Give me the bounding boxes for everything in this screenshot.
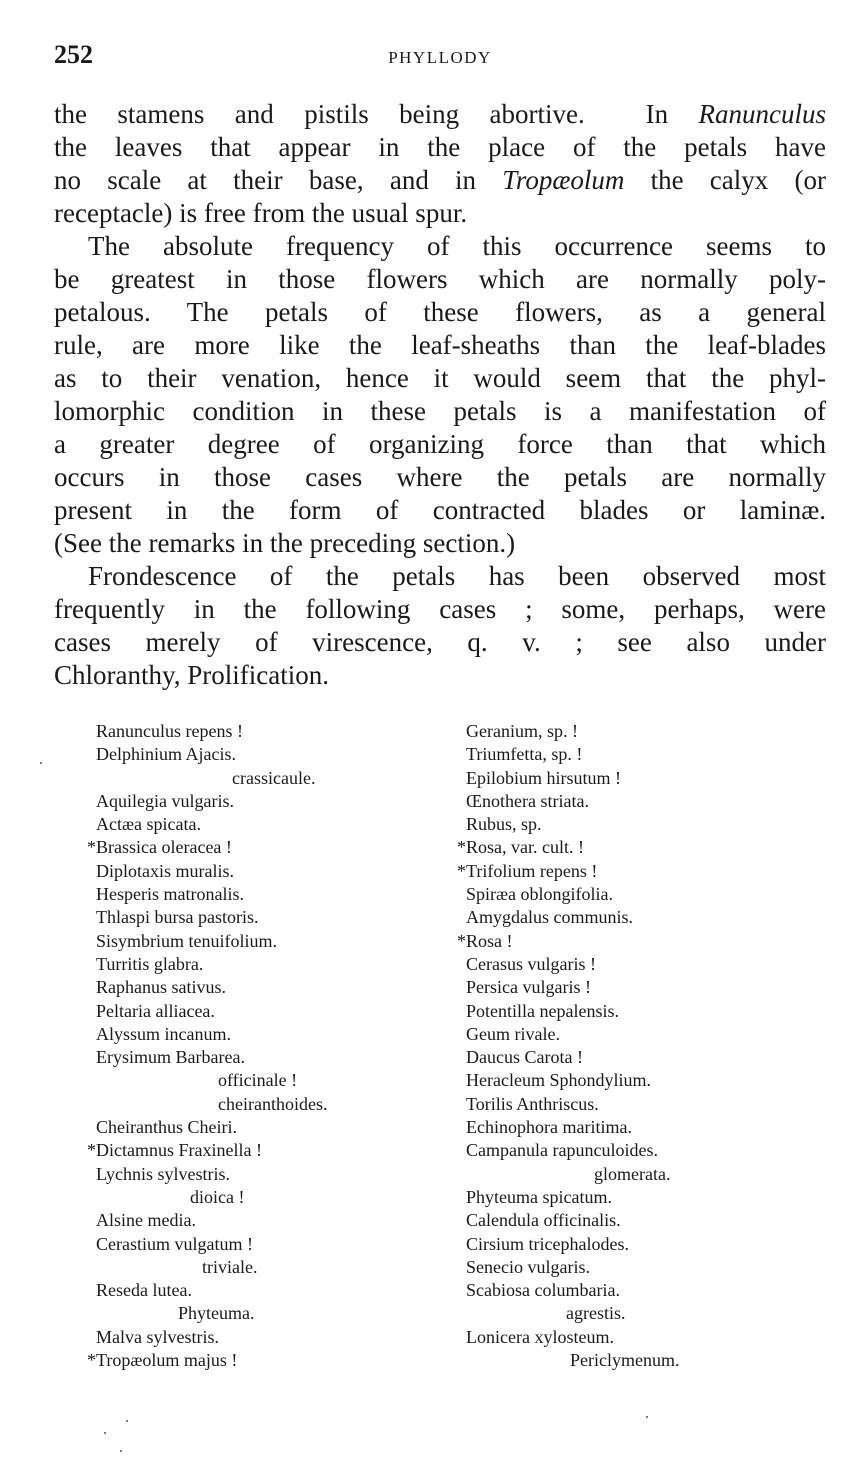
species-entry [452, 1139, 679, 1162]
body-line: occurs in those cases where the petals are normally [54, 462, 826, 492]
species-entry [82, 1233, 327, 1256]
species-entry [82, 1163, 327, 1186]
species-name: Hesperis matronalis. [96, 884, 244, 905]
species-entry [82, 906, 327, 929]
page-header [54, 40, 826, 74]
body-line: be greatest in those flowers which are normally poly- [54, 264, 826, 294]
species-name: Daucus Carota ! [466, 1047, 583, 1068]
species-name: Cerasus vulgaris ! [466, 953, 596, 974]
species-name: Geum rivale. [466, 1023, 560, 1044]
body-line: frequently in the following cases ; some, perhaps, were [54, 594, 826, 624]
species-entry [82, 1209, 327, 1232]
species-entry [452, 813, 679, 836]
species-name: Cheiranthus Cheiri. [96, 1117, 237, 1138]
species-name: Torilis Anthriscus. [466, 1093, 599, 1114]
species-entry [82, 1302, 327, 1325]
species-name: dioica ! [190, 1186, 245, 1207]
species-entry [452, 860, 679, 883]
species-entry [82, 1186, 327, 1209]
species-name: Thlaspi bursa pastoris. [96, 907, 259, 928]
species-name: Scabiosa columbaria. [466, 1280, 620, 1301]
species-entry [82, 1326, 327, 1349]
species-name: Peltaria alliacea. [96, 1000, 215, 1021]
species-entry [452, 1046, 679, 1069]
species-name: Persica vulgaris ! [466, 977, 591, 998]
species-entry [82, 860, 327, 883]
species-name: Rubus, sp. [466, 814, 542, 835]
body-line: a greater degree of organizing force than that which [54, 429, 826, 459]
species-entry [452, 720, 679, 743]
species-entry [452, 1116, 679, 1139]
body-line: receptacle) is free from the usual spur. [54, 198, 468, 228]
species-entry [82, 1023, 327, 1046]
species-entry [82, 1000, 327, 1023]
species-name: Trifolium repens ! [466, 860, 598, 881]
species-entry [452, 1349, 679, 1372]
species-name: Malva sylvestris. [96, 1326, 219, 1347]
paper-speck [120, 1450, 122, 1452]
species-name: Lonicera xylosteum. [466, 1326, 614, 1347]
species-entry [452, 953, 679, 976]
species-name: Geranium, sp. ! [466, 721, 578, 741]
species-name: Reseda lutea. [96, 1280, 192, 1301]
species-name: Amygdalus communis. [466, 907, 633, 928]
species-entry [452, 790, 679, 813]
running-head: PHYLLODY [388, 48, 492, 67]
species-list-left [82, 720, 327, 1372]
asterisk-mark: * [457, 930, 466, 951]
species-name: agrestis. [566, 1303, 626, 1324]
asterisk-mark: * [457, 860, 466, 881]
body-line: Frondescence of the petals has been observed most [88, 561, 826, 591]
species-name: cheiranthoides. [218, 1093, 328, 1114]
species-name: Brassica oleracea ! [96, 837, 232, 858]
paper-speck [104, 1432, 106, 1434]
species-entry [452, 1023, 679, 1046]
body-text [54, 98, 826, 692]
species-name: Delphinium Ajacis. [96, 744, 236, 765]
species-entry [452, 767, 679, 790]
species-name: Spiræa oblongifolia. [466, 884, 613, 905]
asterisk-mark: * [87, 837, 96, 858]
page-number: 252 [54, 40, 93, 69]
asterisk-mark: * [87, 1140, 96, 1161]
species-name: Diplotaxis muralis. [96, 860, 234, 881]
species-name: crassicaule. [232, 767, 316, 788]
paper-speck [646, 1416, 648, 1418]
species-name: Ranunculus repens ! [96, 721, 243, 741]
body-line: Chloranthy, Prolification. [54, 660, 329, 690]
species-entry [82, 767, 327, 790]
body-line: no scale at their base, and in Tropæolum the calyx (or [54, 165, 826, 195]
body-line: (See the remarks in the preceding section.) [54, 528, 516, 558]
species-name: Campanula rapunculoides. [466, 1140, 658, 1161]
species-name: Heracleum Sphondylium. [466, 1070, 651, 1091]
species-entry [82, 813, 327, 836]
species-name: Aquilegia vulgaris. [96, 790, 234, 811]
species-entry [82, 953, 327, 976]
species-name: Calendula officinalis. [466, 1210, 621, 1231]
asterisk-mark: * [87, 1350, 96, 1371]
species-name: Triumfetta, sp. ! [466, 744, 583, 765]
species-entry [82, 976, 327, 999]
species-name: Cerastium vulgatum ! [96, 1233, 253, 1254]
species-entry [82, 1279, 327, 1302]
species-name: Senecio vulgaris. [466, 1256, 590, 1277]
body-line: cases merely of virescence, q. v. ; see also under [54, 627, 826, 657]
species-entry [82, 930, 327, 953]
species-name: Alyssum incanum. [96, 1023, 231, 1044]
species-list-right [452, 720, 679, 1372]
species-entry [452, 1000, 679, 1023]
species-entry [452, 1302, 679, 1325]
species-entry [82, 836, 327, 859]
species-entry [82, 1046, 327, 1069]
species-name: Turritis glabra. [96, 953, 204, 974]
species-entry [452, 1093, 679, 1116]
body-line: the leaves that appear in the place of the petals have [54, 132, 826, 162]
body-line: as to their venation, hence it would seem that the phyl- [54, 363, 826, 393]
species-entry [82, 1093, 327, 1116]
species-entry [452, 976, 679, 999]
species-name: Erysimum Barbarea. [96, 1047, 245, 1068]
species-name: Rosa, var. cult. ! [466, 837, 584, 858]
species-name: Tropæolum majus ! [96, 1350, 238, 1371]
species-entry [82, 1349, 327, 1372]
species-entry [452, 883, 679, 906]
species-entry [82, 1069, 327, 1092]
species-entry [452, 1209, 679, 1232]
species-entry [82, 790, 327, 813]
species-entry [452, 906, 679, 929]
species-name: Periclymenum. [570, 1350, 680, 1371]
species-name: Cirsium tricephalodes. [466, 1233, 629, 1254]
species-entry [452, 1233, 679, 1256]
species-entry [82, 883, 327, 906]
species-entry [452, 1186, 679, 1209]
body-line: the stamens and pistils being abortive. In Ranunculus [54, 99, 826, 129]
species-name: glomerata. [594, 1163, 671, 1184]
body-line: petalous. The petals of these flowers, as a general [54, 297, 826, 327]
body-line: The absolute frequency of this occurrence seems to [88, 231, 826, 261]
body-line: present in the form of contracted blades or laminæ. [54, 495, 826, 525]
paper-speck [126, 1420, 128, 1422]
species-name: Potentilla nepalensis. [466, 1000, 619, 1021]
species-name: triviale. [202, 1256, 258, 1277]
species-entry [82, 1256, 327, 1279]
species-name: Phyteuma. [178, 1303, 255, 1324]
body-line: lomorphic condition in these petals is a manifestation of [54, 396, 826, 426]
species-name: Sisymbrium tenuifolium. [96, 930, 278, 951]
species-entry [452, 930, 679, 953]
species-entry [452, 1279, 679, 1302]
species-name: Raphanus sativus. [96, 977, 226, 998]
species-entry [452, 836, 679, 859]
species-entry [82, 1116, 327, 1139]
species-entry [452, 1069, 679, 1092]
species-entry [452, 743, 679, 766]
species-name: officinale ! [218, 1070, 298, 1091]
species-name: Œnothera striata. [466, 790, 589, 811]
species-entry [452, 1326, 679, 1349]
species-name: Dictamnus Fraxinella ! [96, 1140, 262, 1161]
body-line: rule, are more like the leaf-sheaths than the leaf-blades [54, 330, 826, 360]
species-name: Rosa ! [466, 930, 513, 951]
species-name: Lychnis sylvestris. [96, 1163, 230, 1184]
asterisk-mark: * [457, 837, 466, 858]
species-name: Alsine media. [96, 1210, 196, 1231]
species-entry [82, 743, 327, 766]
species-entry [82, 1139, 327, 1162]
paper-speck [40, 762, 42, 764]
species-name: Phyteuma spicatum. [466, 1186, 612, 1207]
species-name: Actæa spicata. [96, 814, 201, 835]
species-entry [452, 1163, 679, 1186]
species-entry [452, 1256, 679, 1279]
species-name: Epilobium hirsutum ! [466, 767, 621, 788]
species-name: Echinophora maritima. [466, 1117, 632, 1138]
species-entry [82, 720, 327, 743]
